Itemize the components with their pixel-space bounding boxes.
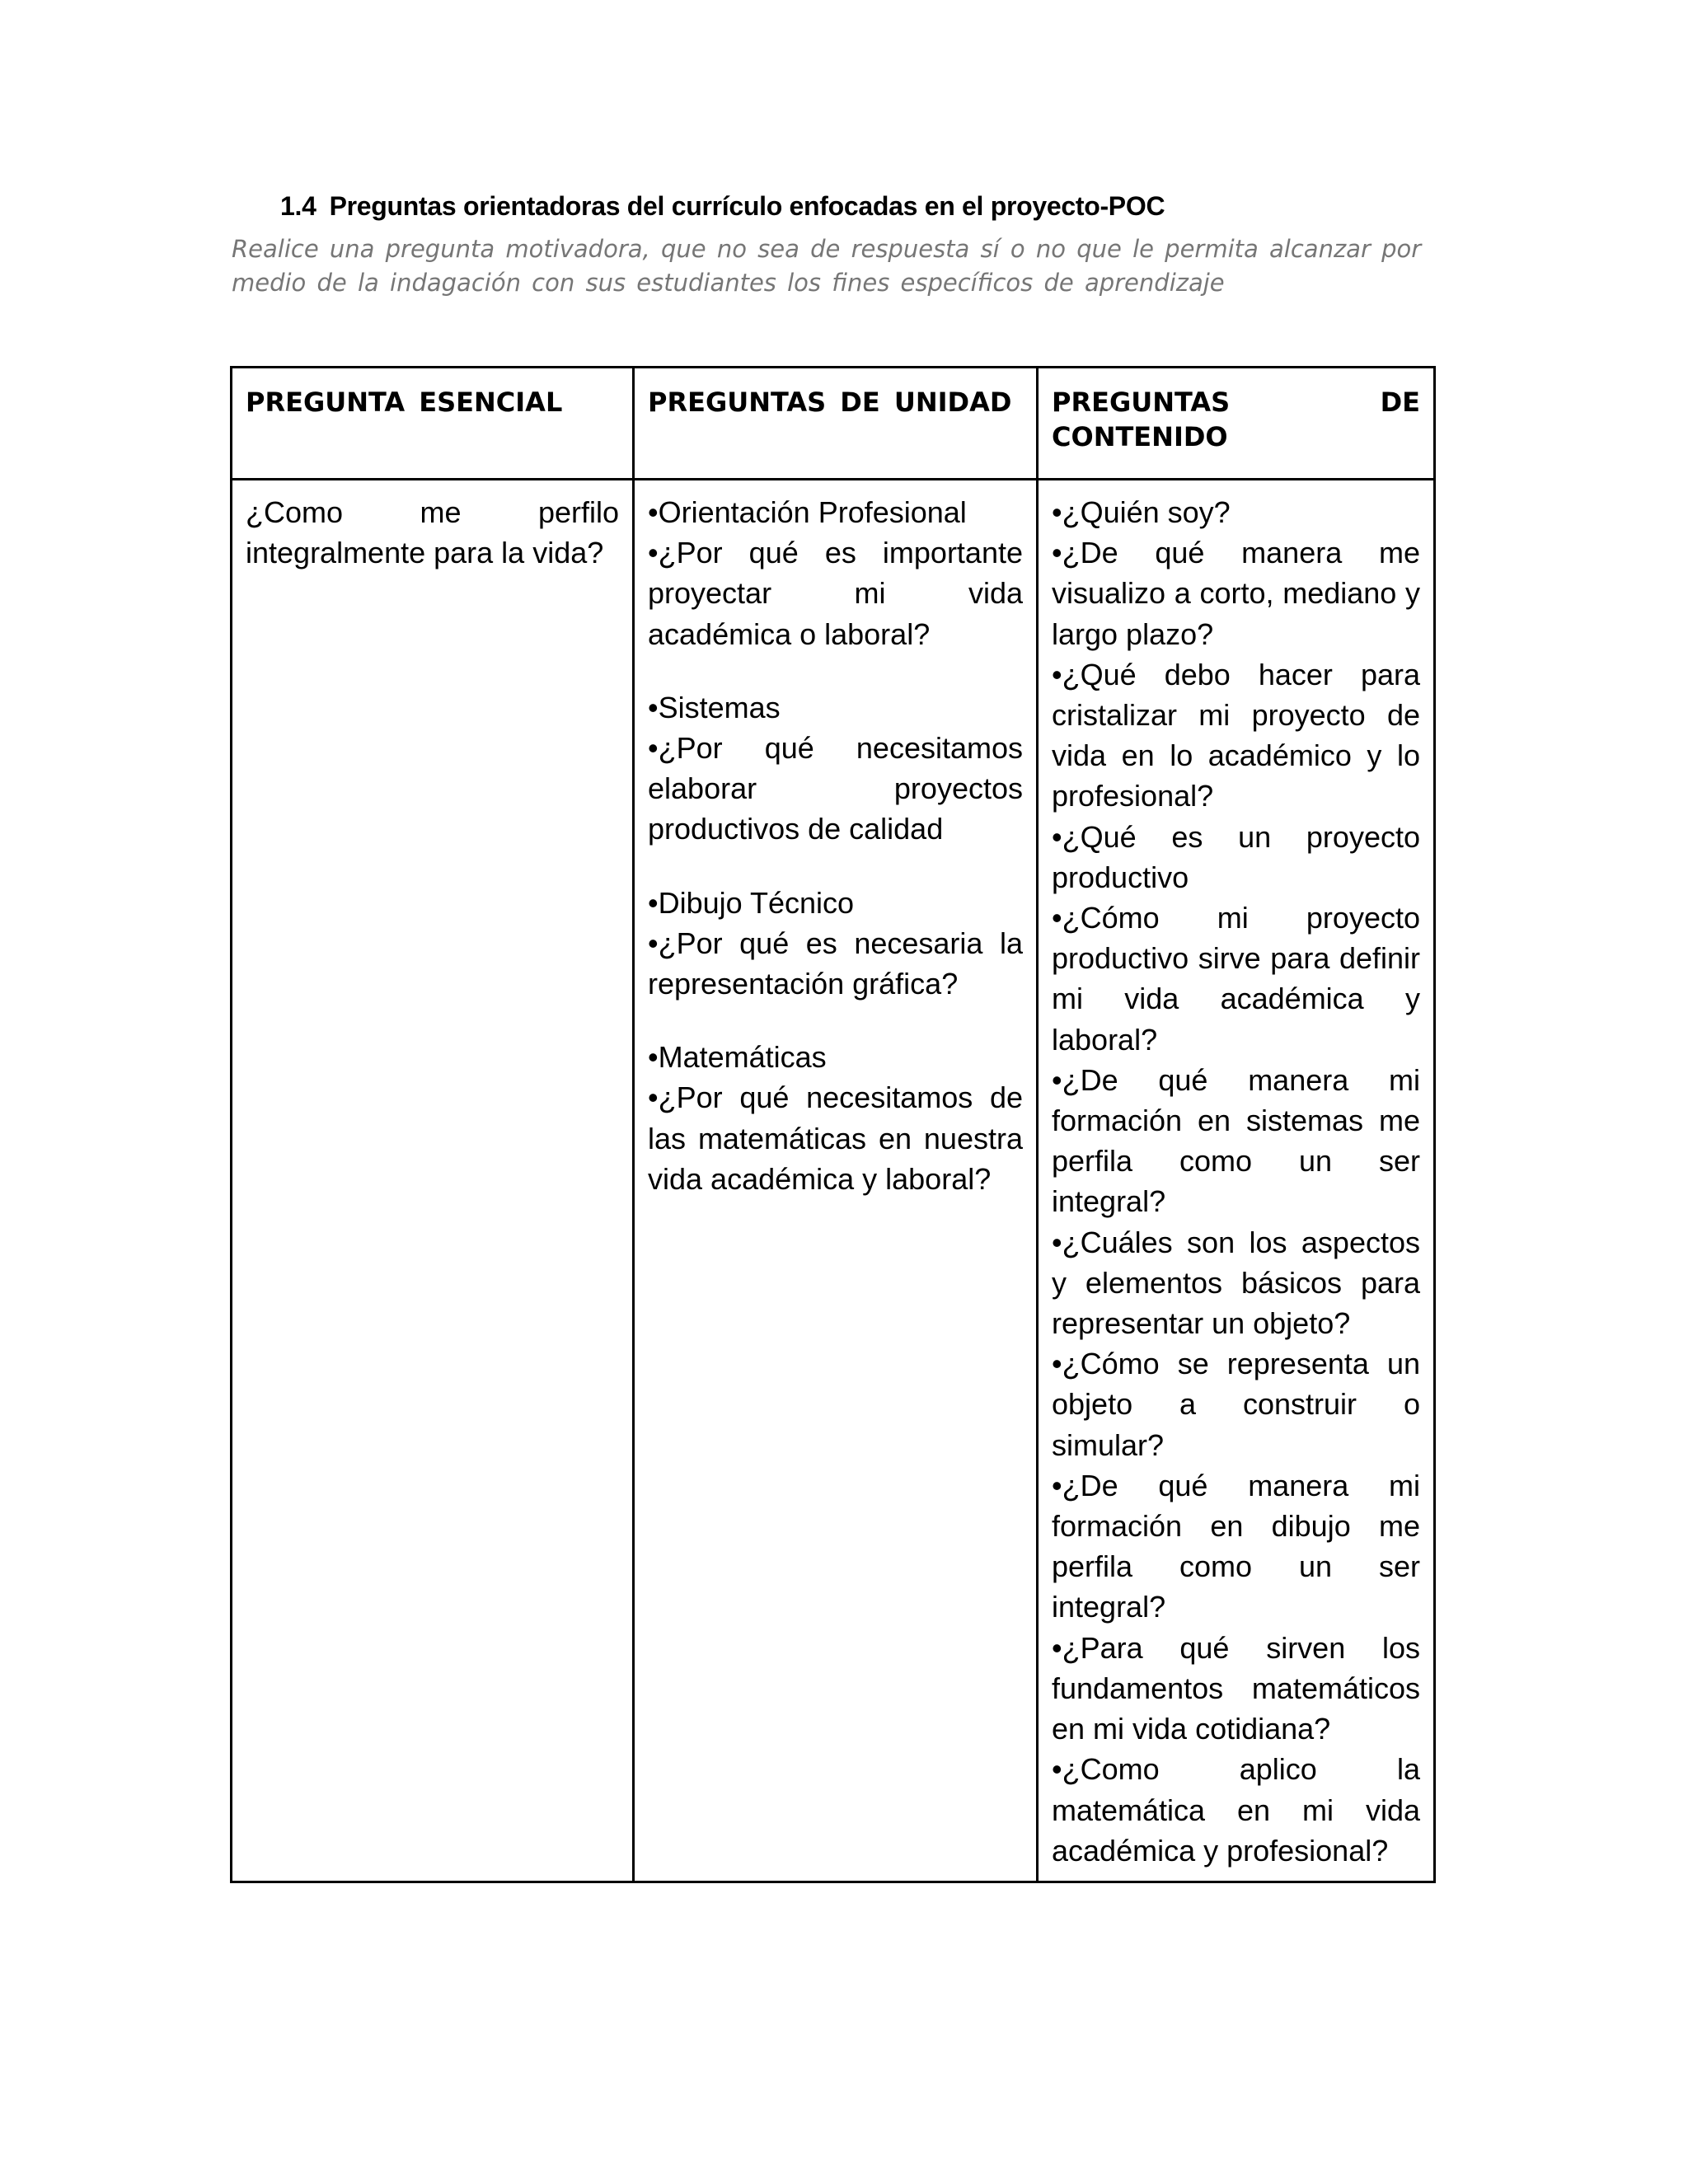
unit-question: •¿Por qué es necesaria la representación gráfica? xyxy=(648,926,1023,1001)
content-question: •¿De qué manera mi formación en dibujo me perfila como un ser integral? xyxy=(1052,1468,1420,1624)
unit-subject: •Sistemas xyxy=(648,690,781,724)
unit-subject: •Matemáticas xyxy=(648,1040,827,1075)
unit-subject: •Dibujo Técnico xyxy=(648,885,855,920)
content-question: •¿Cómo se representa un objeto a construir o simular? xyxy=(1052,1347,1420,1462)
unit-questions-cell xyxy=(634,480,1038,1882)
section-number: 1.4 xyxy=(280,191,316,221)
instruction-line: medio de la indagación con sus estudiantes los fines específicos de aprendizaje xyxy=(232,269,1225,297)
unit-question: •¿Por qué necesitamos elaborar proyectos productivos de calidad xyxy=(648,731,1023,846)
content-question: •¿Qué es un proyecto productivo xyxy=(1052,819,1420,894)
table-body-row xyxy=(232,480,1435,1882)
unit-question: •¿Por qué necesitamos de las matemáticas en nuestra vida académica y laboral? xyxy=(648,1080,1023,1196)
content-questions-cell xyxy=(1038,480,1435,1882)
unit-question: •¿Por qué es importante proyectar mi vida académica o laboral? xyxy=(648,536,1023,651)
unit-question-group xyxy=(648,883,1023,1005)
section-heading xyxy=(280,191,1165,222)
header-essential: PREGUNTA ESENCIAL xyxy=(232,368,634,480)
content-question: •¿Como aplico la matemática en mi vida académica y profesional? xyxy=(1052,1752,1420,1868)
content-question: •¿De qué manera me visualizo a corto, mediano y largo plazo? xyxy=(1052,536,1420,651)
essential-question: ¿Como me perfilo integralmente para la vida? xyxy=(246,495,619,570)
content-question: •¿Qué debo hacer para cristalizar mi proyecto de vida en lo académico y lo profesional? xyxy=(1052,657,1420,813)
essential-question-cell xyxy=(232,480,634,1882)
content-question: •¿De qué manera mi formación en sistemas me perfila como un ser integral? xyxy=(1052,1062,1420,1219)
content-question: •¿Para qué sirven los fundamentos matemáticos en mi vida cotidiana? xyxy=(1052,1630,1420,1746)
content-question: •¿Quién soy? xyxy=(1052,495,1231,529)
unit-question-group xyxy=(648,687,1023,850)
instruction-text xyxy=(232,232,1427,300)
section-title: Preguntas orientadoras del currículo enfocadas en el proyecto-POC xyxy=(329,191,1165,221)
content-question: •¿Cómo mi proyecto productivo sirve para definir mi vida académica y laboral? xyxy=(1052,901,1420,1057)
header-content-word: DE xyxy=(1380,387,1420,418)
instruction-line: Realice una pregunta motivadora, que no sea de respuesta sí o no que le permita alcanzar por xyxy=(232,235,1422,263)
header-content-word: CONTENIDO xyxy=(1052,421,1228,452)
header-content xyxy=(1038,368,1435,480)
table-header-row xyxy=(232,368,1435,480)
unit-subject: •Orientación Profesional xyxy=(648,495,967,529)
header-content-word: PREGUNTAS xyxy=(1052,387,1231,418)
poc-questions-table xyxy=(230,366,1436,1883)
unit-question-group xyxy=(648,492,1023,654)
content-question: •¿Cuáles son los aspectos y elementos básicos para representar un objeto? xyxy=(1052,1225,1420,1341)
unit-question-group xyxy=(648,1037,1023,1199)
header-unit: PREGUNTAS DE UNIDAD xyxy=(634,368,1038,480)
